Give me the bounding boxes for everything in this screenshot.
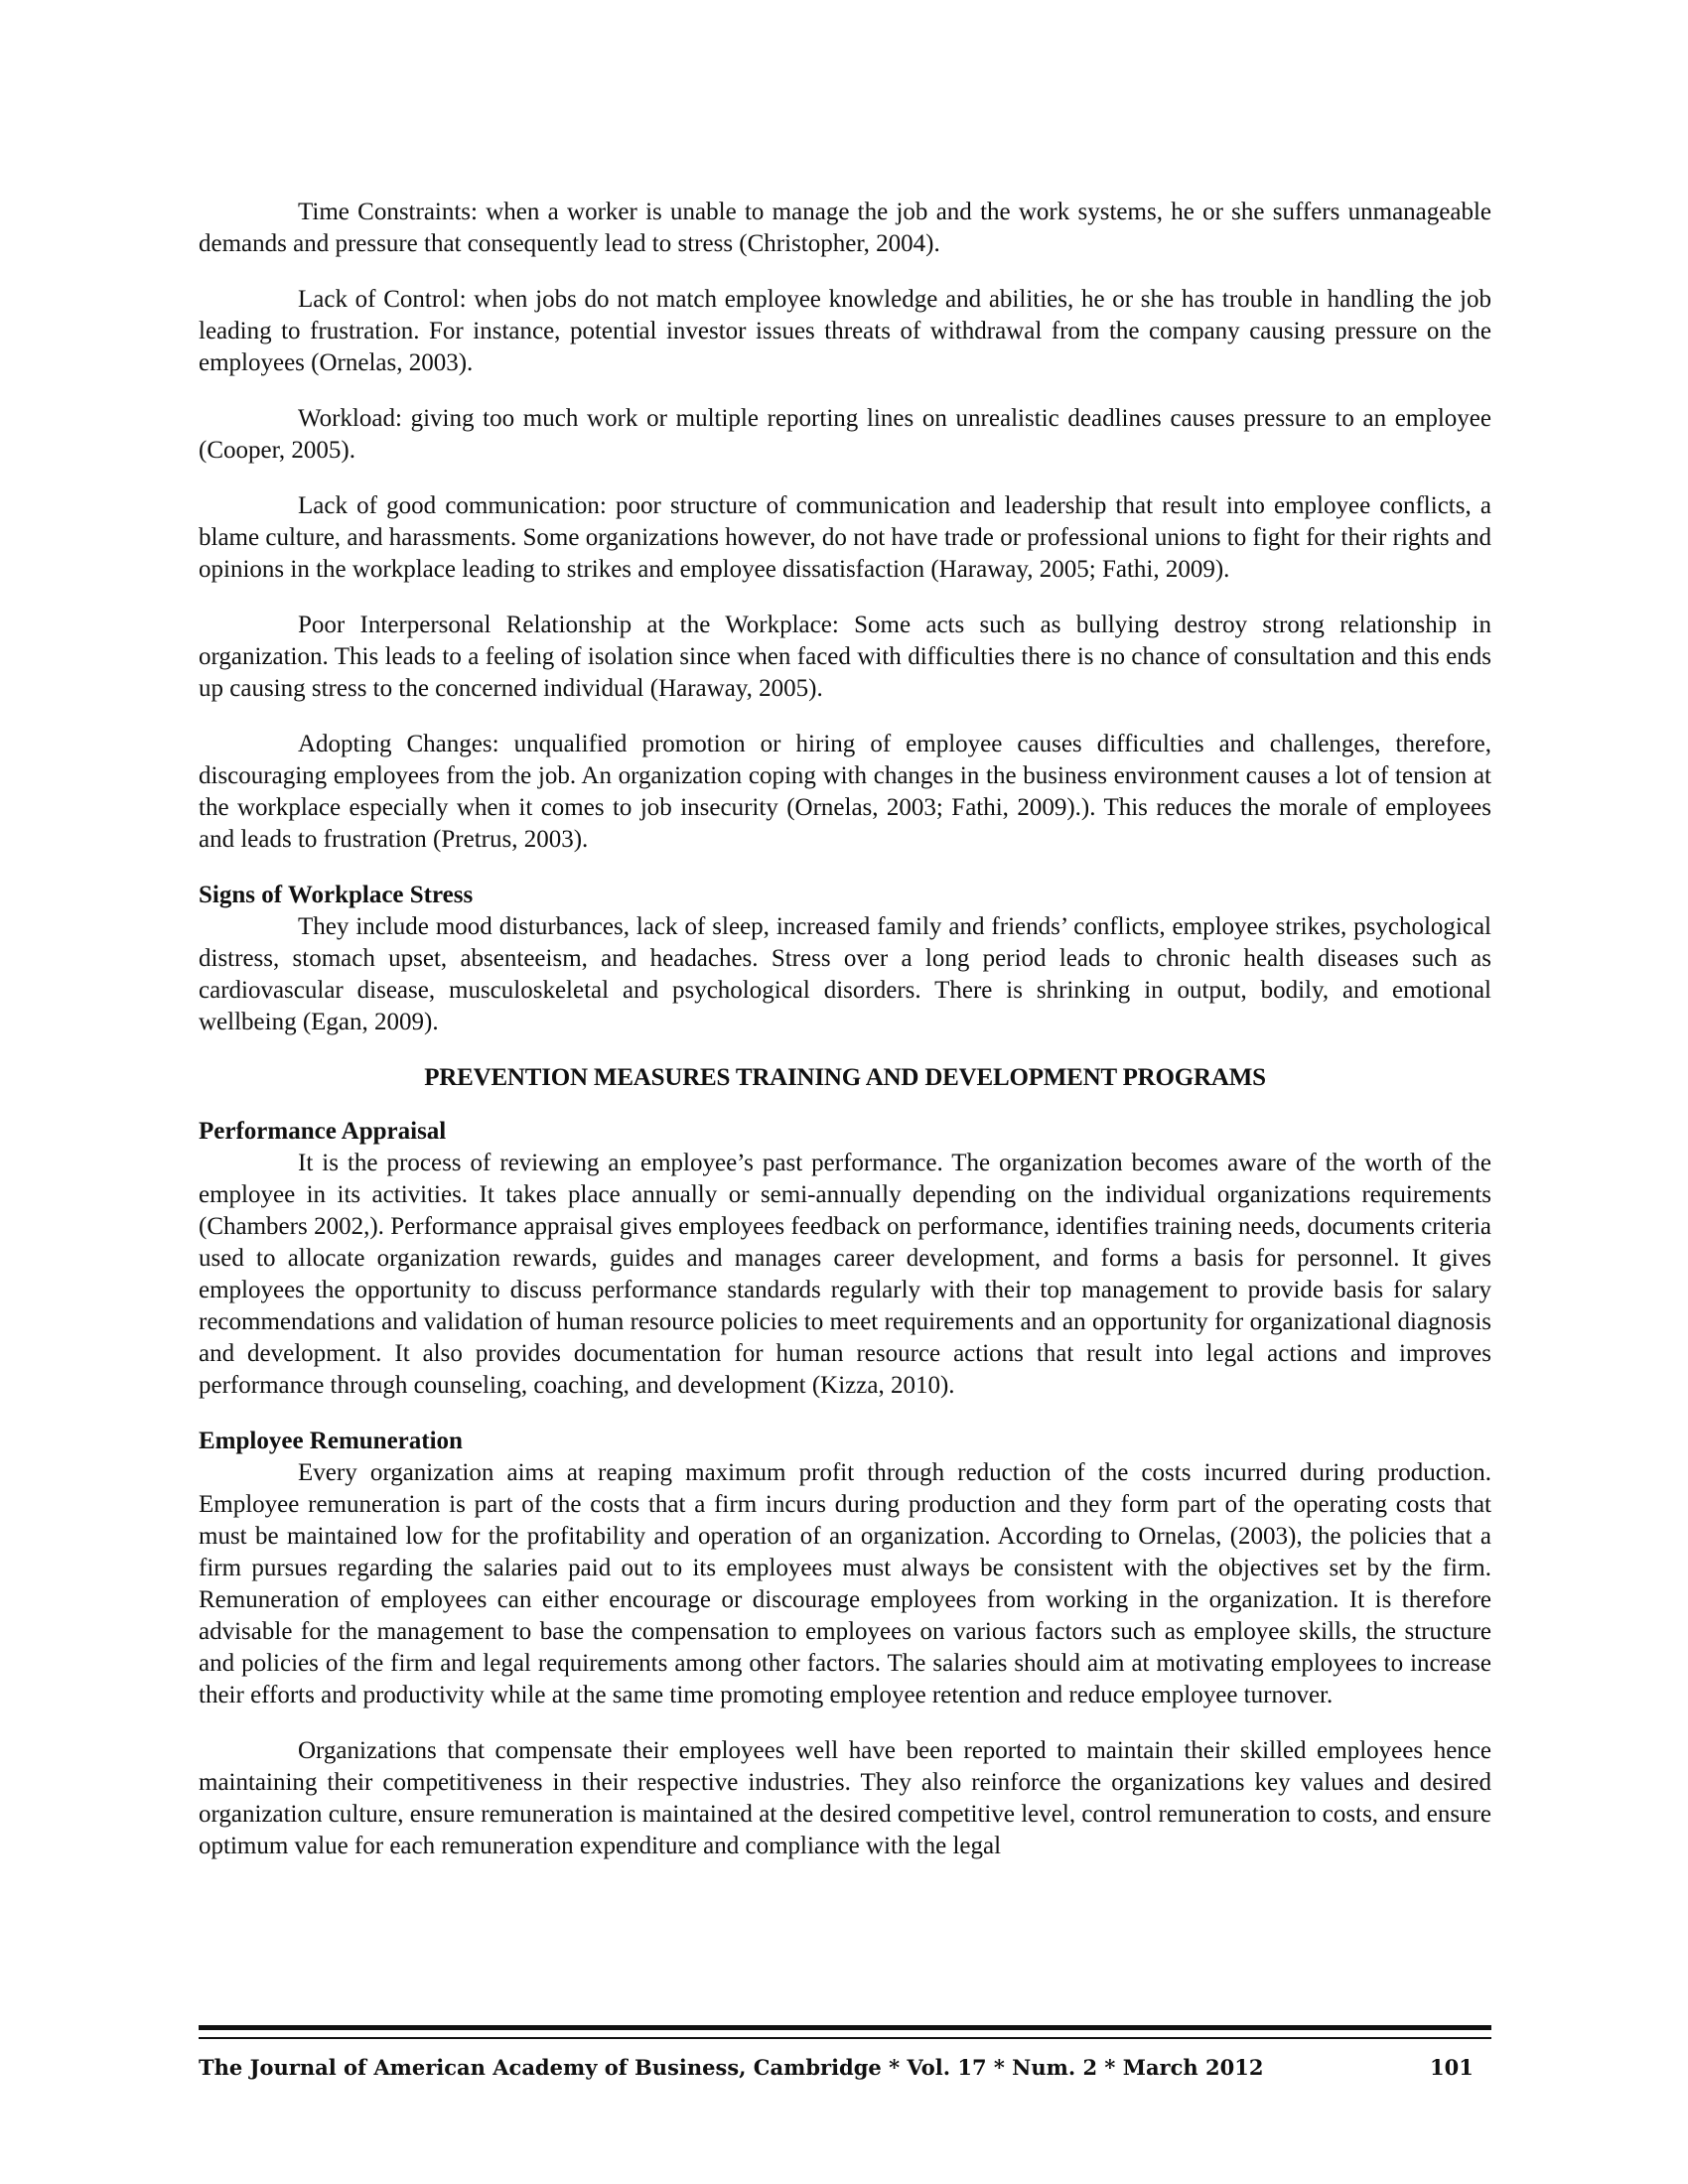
paragraph-adopting-changes: Adopting Changes: unqualified promotion or hiring of employee causes difficulties and challenges, therefore, discouraging employees from the job. An organization coping with changes in the business environment causes a lot of tension at the workplace especially when it comes to job insecurity (Ornelas, 2003; Fathi, 2009).). This reduces the morale of employees and leads to frustration (Pretrus, 2003).: [199, 731, 1491, 853]
paragraph-signs-of-stress: They include mood disturbances, lack of sleep, increased family and friends’ conflicts, employee strikes, psychological distress, stomach upset, absenteeism, and headaches. Stress over a long period leads to chronic health diseases such as cardiovascular disease, musculoskeletal and psychological disorders. There is shrinking in output, bodily, and emotional wellbeing (Egan, 2009).: [199, 913, 1491, 1035]
paragraph-lack-of-control: Lack of Control: when jobs do not match employee knowledge and abilities, he or she has trouble in handling the job leading to frustration. For instance, potential investor issues threats of withdrawal from the company causing pressure on the employees (Ornelas, 2003).: [199, 286, 1491, 376]
paragraph-performance-appraisal: It is the process of reviewing an employee’s past performance. The organization becomes aware of the worth of the employee in its activities. It takes place annually or semi-annually depending on the individual organizations requirements (Chambers 2002,). Performance appraisal gives employees feedback on performance, identifies training needs, documents criteria used to allocate organization rewards, guides and manages career development, and forms a basis for personnel. It gives employees the opportunity to discuss performance standards regularly with their top management to provide basis for salary recommendations and validation of human resource policies to meet requirements and an opportunity for organizational diagnosis and development. It also provides documentation for human resource actions that result into legal actions and improves performance through counseling, coaching, and development (Kizza, 2010).: [199, 1150, 1491, 1399]
paragraph-remuneration-continued: Organizations that compensate their employees well have been reported to maintain their skilled employees hence maintaining their competitiveness in their respective industries. They also reinforce the organizations key values and desired organization culture, ensure remuneration is maintained at the desired competitive level, control remuneration to costs, and ensure optimum value for each remuneration expenditure and compliance with the legal: [199, 1737, 1491, 1859]
paragraph-communication: Lack of good communication: poor structure of communication and leadership that result into employee conflicts, a blame culture, and harassments. Some organizations however, do not have trade or professional unions to fight for their rights and opinions in the workplace leading to strikes and employee dissatisfaction (Haraway, 2005; Fathi, 2009).: [199, 492, 1491, 583]
paragraph-interpersonal: Poor Interpersonal Relationship at the Workplace: Some acts such as bullying destroy strong relationship in organization. This leads to a feeling of isolation since when faced with difficulties there is no chance of consultation and this ends up causing stress to the concerned individual (Haraway, 2005).: [199, 612, 1491, 702]
paragraph-time-constraints: Time Constraints: when a worker is unable to manage the job and the work systems, he or she suffers unmanageable demands and pressure that consequently lead to stress (Christopher, 2004).: [199, 199, 1491, 257]
footer-rule: [199, 2025, 1491, 2039]
heading-performance-appraisal: Performance Appraisal: [199, 1118, 447, 1145]
paragraph-employee-remuneration: Every organization aims at reaping maximum profit through reduction of the costs incurred during production. Employee remuneration is part of the costs that a firm incurs during production and they form part of the operating costs that must be maintained low for the profitability and operation of an organization. According to Ornelas, (2003), the policies that a firm pursues regarding the salaries paid out to its employees must always be consistent with the objectives set by the firm. Remuneration of employees can either encourage or discourage employees from working in the organization. It is therefore advisable for the management to base the compensation to employees on various factors such as employee skills, the structure and policies of the firm and legal requirements among other factors. The salaries should aim at motivating employees to increase their efforts and productivity while at the same time promoting employee retention and reduce employee turnover.: [199, 1459, 1491, 1708]
page-footer: [199, 2053, 1491, 2083]
section-title: PREVENTION MEASURES TRAINING AND DEVELOPMENT PROGRAMS: [424, 1064, 1266, 1091]
page-body: [199, 197, 1491, 1886]
heading-signs-of-stress: Signs of Workplace Stress: [199, 882, 474, 908]
heading-employee-remuneration: Employee Remuneration: [199, 1428, 463, 1454]
paragraph-workload: Workload: giving too much work or multiple reporting lines on unrealistic deadlines causes pressure to an employee (Cooper, 2005).: [199, 405, 1491, 464]
footer-journal-citation: The Journal of American Academy of Business, Cambridge * Vol. 17 * Num. 2 * March 2012: [199, 2055, 1264, 2080]
footer-page-number: 101: [1430, 2055, 1474, 2080]
